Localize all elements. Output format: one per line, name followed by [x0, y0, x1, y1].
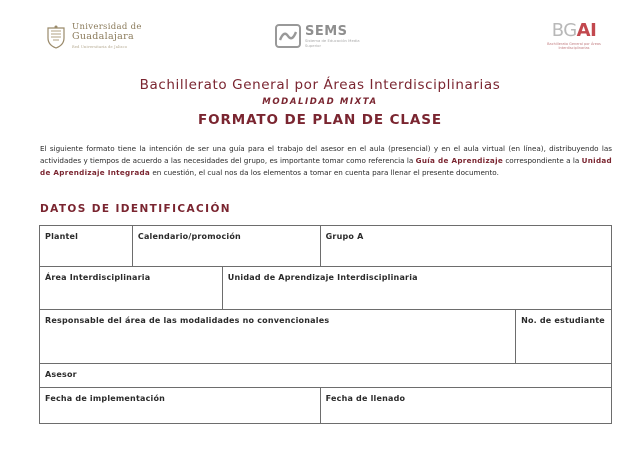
field-area[interactable] [40, 267, 223, 310]
field-fecha-llenado[interactable] [320, 388, 611, 424]
udg-line3: Red Universitaria de Jalisco [72, 45, 128, 49]
form-title: FORMATO DE PLAN DE CLASE [197, 112, 442, 128]
sems-logo [275, 24, 365, 48]
field-grupo[interactable] [320, 226, 611, 267]
udg-logo [46, 22, 142, 52]
label-unidad: Unidad de Aprendizaje Interdisciplinaria [227, 273, 418, 282]
label-grupo: Grupo A [325, 232, 364, 241]
bgai-logo [534, 20, 614, 50]
field-calendario[interactable] [132, 226, 320, 267]
intro-part1: El siguiente formato tiene la intención de ser una guía para el trabajo del asesor en el aula (presencial) y en el aula virtual (en línea), distribuyendo las actividades y tiempos de acuerdo a las necesidades del grupo, es importante tomar como referencia la [40, 144, 612, 165]
field-responsable[interactable] [40, 310, 516, 364]
program-title: Bachillerato General por Áreas Interdisciplinarias [139, 77, 501, 93]
section-title-identificacion: DATOS DE IDENTIFICACIÓN [40, 203, 231, 215]
bgai-bg-text: BG [551, 20, 577, 41]
field-fecha-implementacion[interactable] [40, 388, 321, 424]
bgai-subtitle: Bachillerato General por Áreas Interdisciplinarias [547, 42, 601, 50]
field-asesor[interactable] [40, 364, 612, 388]
udg-line1: Universidad de [72, 22, 142, 32]
label-responsable: Responsable del área de las modalidades no convencionales [45, 316, 330, 325]
label-fecha-implementacion: Fecha de implementación [45, 394, 166, 403]
sems-subtitle: Sistema de Educación Media Superior [305, 37, 360, 48]
sems-mark-icon [275, 24, 301, 48]
label-no-estudiante: No. de estudiante [521, 316, 605, 325]
intro-bold-guia: Guía de Aprendizaje [415, 156, 504, 165]
bgai-ai-text: AI [576, 20, 597, 41]
sems-name: SEMS [305, 23, 348, 39]
modality-title: MODALIDAD MIXTA [262, 97, 378, 107]
identification-table [39, 225, 612, 424]
udg-line2: Guadalajara [72, 31, 134, 42]
page-header [0, 18, 640, 68]
label-plantel: Plantel [45, 232, 79, 241]
label-fecha-llenado: Fecha de llenado [325, 394, 406, 403]
intro-bold-unidad: Unidad de Aprendizaje Integrada [40, 156, 612, 177]
field-unidad[interactable] [222, 267, 611, 310]
intro-part3: en cuestión, el cual nos da los elementos a tomar en cuenta para llenar el presente documento. [150, 168, 499, 177]
label-asesor: Asesor [45, 370, 77, 379]
label-area: Área Interdisciplinaria [45, 273, 151, 282]
udg-shield-icon [46, 25, 66, 49]
field-no-estudiante[interactable] [516, 310, 612, 364]
label-calendario: Calendario/promoción [137, 232, 241, 241]
intro-part2: correspondiente a la [503, 156, 582, 165]
field-plantel[interactable] [40, 226, 133, 267]
intro-paragraph [40, 143, 612, 179]
